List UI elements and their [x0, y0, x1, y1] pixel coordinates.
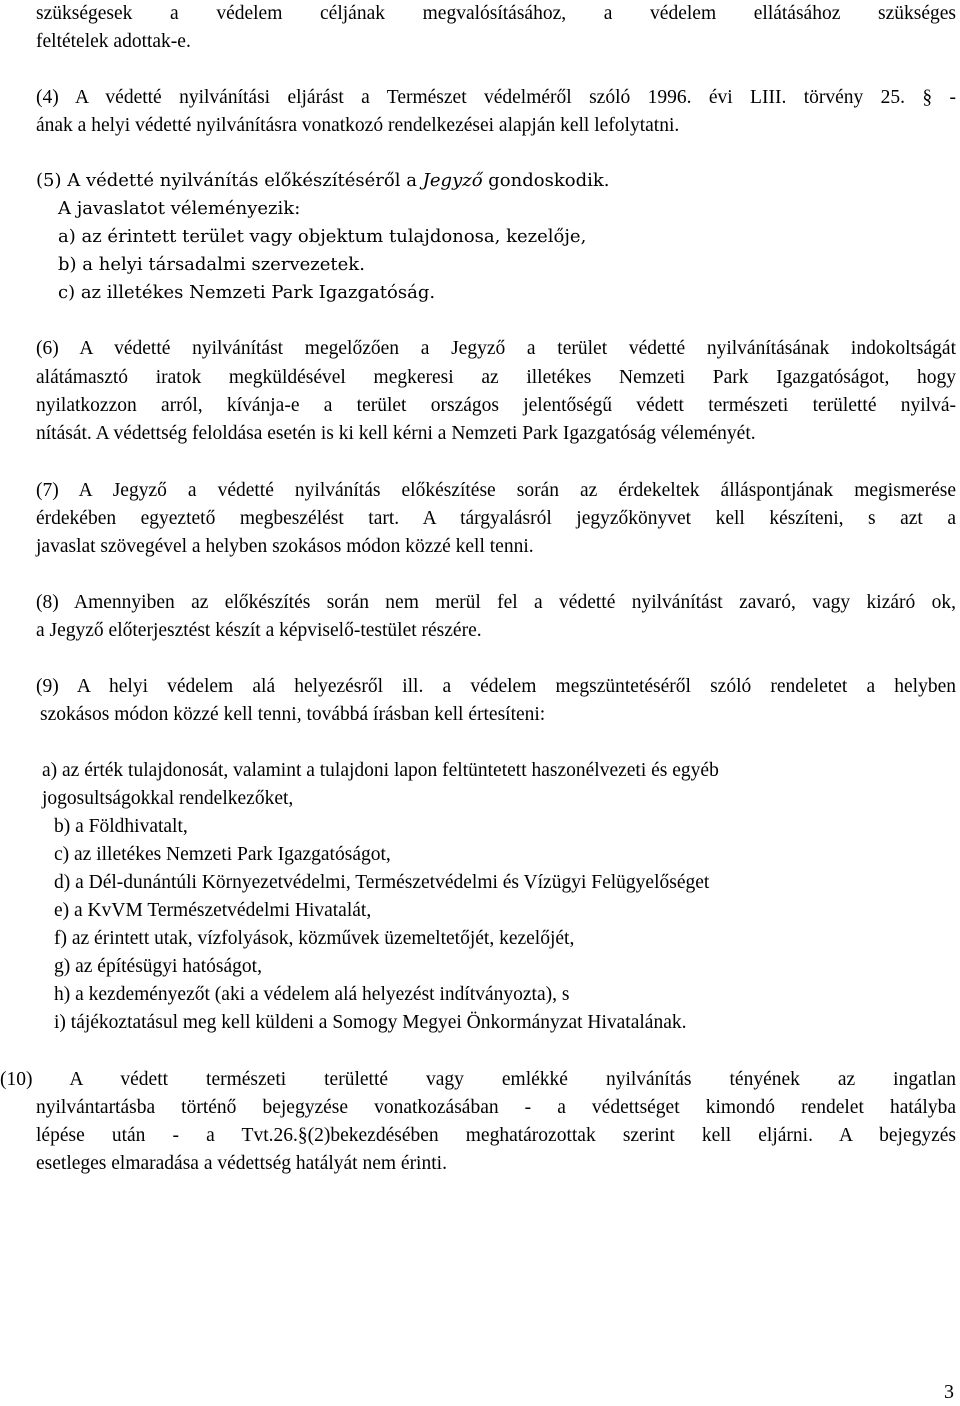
paragraph-6-line-1: (6) A védetté nyilvánítást megelőzően a Jegyző a terület védetté nyilvánításának indokoltságát — [36, 338, 956, 359]
paragraph-10-line-2: nyilvántartásba történő bejegyzése vonatkozásában - a védettséget kimondó rendelet hatályba — [36, 1097, 956, 1118]
recipient-item-i: i) tájékoztatásul meg kell küldeni a Somogy Megyei Önkormányzat Hivatalának. — [54, 1012, 687, 1033]
paragraph-10-line-1: (10) A védett természeti területté vagy emlékké nyilvánítás tényének az ingatlan — [0, 1069, 956, 1090]
recipient-item-a-line-2: jogosultságokkal rendelkezőket, — [42, 788, 294, 809]
paragraph-5-item-a: a) az érintett terület vagy objektum tulajdonosa, kezelője, — [58, 226, 587, 247]
paragraph-5-jegyzo: Jegyző — [422, 170, 483, 191]
paragraph-7-line-2: érdekében egyeztető megbeszélést tart. A tárgyalásról jegyzőkönyvet kell készíteni, s azt a — [36, 508, 956, 529]
recipient-item-h: h) a kezdeményezőt (aki a védelem alá helyezést indítványozta), s — [54, 984, 570, 1005]
paragraph-6-line-2: alátámasztó iratok megküldésével megkeresi az illetékes Nemzeti Park Igazgatóságot, hogy — [36, 367, 956, 388]
recipient-item-a-line-1: a) az érték tulajdonosát, valamint a tulajdoni lapon feltüntetett haszonélvezeti és egyéb — [42, 760, 719, 781]
paragraph-5-text-a: (5) A védetté nyilvánítás előkészítéséről a — [36, 170, 423, 191]
paragraph-5-text-c: gondoskodik. — [482, 170, 610, 191]
paragraph-6-line-4: nítását. A védettség feloldása esetén is ki kell kérni a Nemzeti Park Igazgatóság véleményét. — [36, 423, 756, 444]
paragraph-4-line-2: ának a helyi védetté nyilvánításra vonatkozó rendelkezései alapján kell lefolytatni. — [36, 115, 680, 136]
intro-line-2: feltételek adottak-e. — [36, 31, 191, 52]
page-number: 3 — [944, 1381, 954, 1403]
recipient-item-c: c) az illetékes Nemzeti Park Igazgatóságot, — [54, 844, 391, 865]
paragraph-5-item-b: b) a helyi társadalmi szervezetek. — [58, 254, 365, 275]
paragraph-8-line-1: (8) Amennyiben az előkészítés során nem merül fel a védetté nyilvánítást zavaró, vagy kizáró ok, — [36, 592, 956, 613]
recipient-item-f: f) az érintett utak, vízfolyások, közművek üzemeltetőjét, kezelőjét, — [54, 928, 575, 949]
recipient-item-g: g) az építésügyi hatóságot, — [54, 956, 262, 977]
recipient-item-b: b) a Földhivatalt, — [54, 816, 188, 837]
paragraph-4-line-1: (4) A védetté nyilvánítási eljárást a Természet védelméről szóló 1996. évi LIII. törvény 25. § - — [36, 87, 956, 108]
paragraph-7-line-1: (7) A Jegyző a védetté nyilvánítás előkészítése során az érdekeltek álláspontjának megismerése — [36, 480, 956, 501]
paragraph-9-line-2: szokásos módon közzé kell tenni, továbbá írásban kell értesíteni: — [40, 704, 546, 725]
paragraph-9-line-1: (9) A helyi védelem alá helyezésről ill. a védelem megszüntetéséről szóló rendeletet a helyben — [36, 676, 956, 697]
paragraph-5-line-2: A javaslatot véleményezik: — [58, 198, 301, 219]
paragraph-7-line-3: javaslat szövegével a helyben szokásos módon közzé kell tenni. — [36, 536, 534, 557]
recipient-item-d: d) a Dél-dunántúli Környezetvédelmi, Természetvédelmi és Vízügyi Felügyelőséget — [54, 872, 710, 893]
paragraph-10-line-4: esetleges elmaradása a védettség hatályát nem érinti. — [36, 1153, 447, 1174]
intro-line-1: szükségesek a védelem céljának megvalósításához, a védelem ellátásához szükséges — [36, 3, 956, 24]
paragraph-10-line-3: lépése után - a Tvt.26.§(2)bekezdésében meghatározottak szerint kell eljárni. A bejegyzés — [36, 1125, 956, 1146]
paragraph-8-line-2: a Jegyző előterjesztést készít a képviselő-testület részére. — [36, 620, 482, 641]
paragraph-6-line-3: nyilatkozzon arról, kívánja-e a terület országos jelentőségű védett természeti területté nyilvá- — [36, 395, 956, 416]
recipient-item-e: e) a KvVM Természetvédelmi Hivatalát, — [54, 900, 372, 921]
paragraph-5-line-1 — [36, 167, 610, 195]
paragraph-5-item-c: c) az illetékes Nemzeti Park Igazgatóság. — [58, 282, 436, 303]
